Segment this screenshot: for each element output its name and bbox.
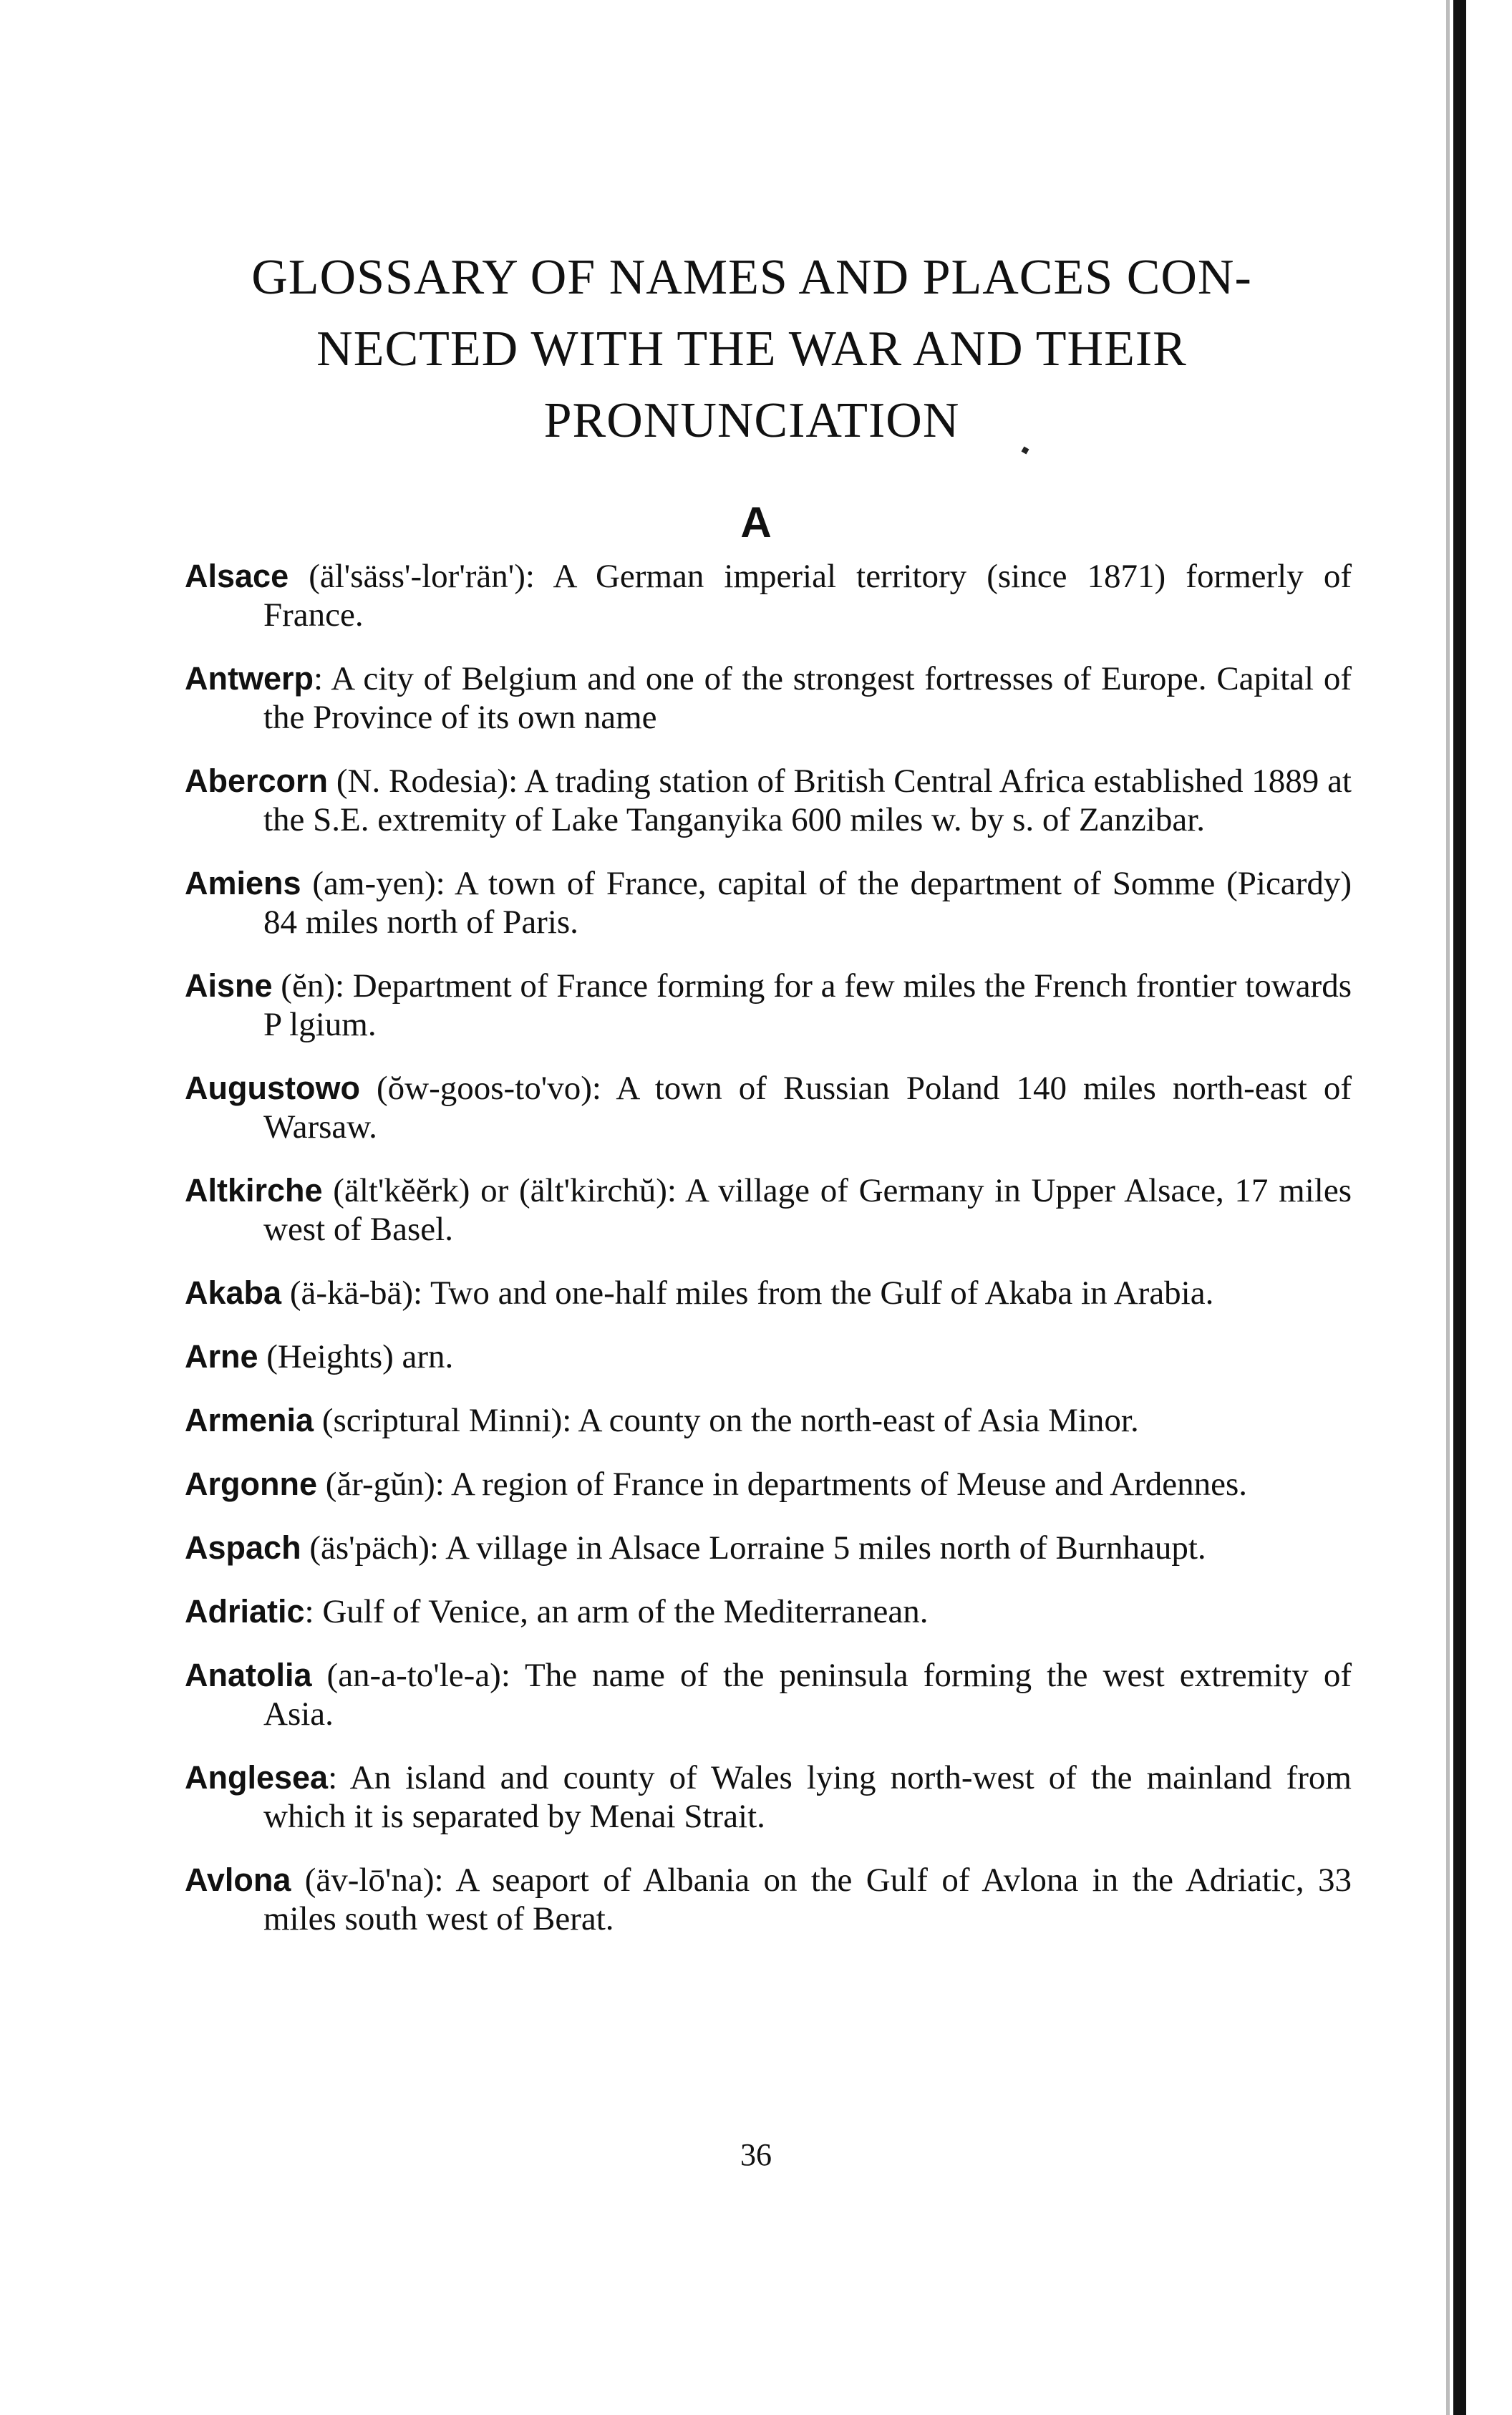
glossary-entry (185, 1337, 1352, 1376)
entry-term: Altkirche (185, 1172, 323, 1209)
entry-term: Alsace (185, 558, 289, 594)
entry-term: Antwerp (185, 660, 314, 697)
glossary-entry (185, 1656, 1352, 1733)
entry-term: Akaba (185, 1274, 282, 1311)
glossary-entry (185, 762, 1352, 839)
entry-term: Abercorn (185, 763, 329, 799)
glossary-entry (185, 1274, 1352, 1312)
entry-term: Anatolia (185, 1657, 312, 1693)
entry-text: (ŏw-goos-to'vo): A town of Russian Poland 140 miles north-east of Warsaw. (263, 1070, 1352, 1146)
entry-term: Armenia (185, 1402, 314, 1438)
entry-term: Aisne (185, 967, 273, 1004)
entry-text: (äs'päch): A village in Alsace Lorraine 5 miles north of Burnhaupt. (301, 1529, 1206, 1567)
entry-text: (äv-lō'na): A seaport of Albania on the Gulf of Avlona in the Adriatic, 33 miles south west of Berat. (263, 1862, 1352, 1937)
entry-text: : An island and county of Wales lying north-west of the mainland from which it is separated by Menai Strait. (263, 1759, 1352, 1835)
glossary-entry (185, 1171, 1352, 1249)
glossary-entry (185, 1592, 1352, 1631)
section-heading: A (740, 498, 772, 546)
entry-text: : Gulf of Venice, an arm of the Mediterranean. (304, 1593, 929, 1630)
entry-text: (N. Rodesia): A trading station of British Central Africa established 1889 at the S.E. extremity of Lake Tanganyika 600 miles w. by s. of Zanzibar. (263, 763, 1352, 838)
title-line-1: GLOSSARY OF NAMES AND PLACES CON- (251, 250, 1252, 305)
title-line-3: PRONUNCIATION (543, 393, 960, 448)
glossary-entry (185, 1401, 1352, 1440)
entry-text: (am-yen): A town of France, capital of the department of Somme (Picardy) 84 miles north of Paris. (263, 865, 1352, 941)
glossary-entry (185, 1069, 1352, 1146)
entry-text: (ĕn): Department of France forming for a few miles the French frontier towards P lgium. (263, 967, 1352, 1043)
glossary-entry (185, 967, 1352, 1044)
glossary-entry (185, 659, 1352, 737)
entry-term: Arne (185, 1338, 258, 1375)
entry-text: (ä-kä-bä): Two and one-half miles from the Gulf of Akaba in Arabia. (281, 1274, 1214, 1312)
entry-text: (Heights) arn. (258, 1338, 454, 1375)
entry-term: Avlona (185, 1862, 291, 1898)
glossary-entry (185, 1861, 1352, 1938)
entry-term: Argonne (185, 1466, 317, 1502)
glossary-entry (185, 1465, 1352, 1504)
glossary-entry (185, 1529, 1352, 1567)
scan-edge-shadow (1446, 0, 1450, 2415)
entry-text: (ăr-gŭn): A region of France in departments of Meuse and Ardennes. (317, 1466, 1248, 1503)
entry-term: Adriatic (185, 1593, 305, 1630)
entry-term: Amiens (185, 865, 301, 901)
entry-term: Aspach (185, 1529, 301, 1566)
entry-text: (an-a-to'le-a): The name of the peninsula forming the west extremity of Asia. (263, 1657, 1352, 1733)
entry-text: (äl'säss'-lor'rän'): A German imperial territory (since 1871) formerly of France. (263, 558, 1352, 634)
entry-text: (ält'kĕĕrk) or (ält'kirchŭ): A village of Germany in Upper Alsace, 17 miles west of Basel. (263, 1172, 1352, 1248)
scan-edge-border (1453, 0, 1466, 2415)
entry-text: (scriptural Minni): A county on the north-east of Asia Minor. (314, 1402, 1139, 1439)
title-line-2: NECTED WITH THE WAR AND THEIR (316, 321, 1187, 377)
entry-term: Anglesea (185, 1759, 329, 1796)
page-title (165, 242, 1339, 457)
glossary-list (185, 557, 1352, 1963)
entry-text: : A city of Belgium and one of the strongest fortresses of Europe. Capital of the Province of its own name (263, 660, 1352, 736)
glossary-entry (185, 1758, 1352, 1836)
entry-term: Augustowo (185, 1070, 360, 1106)
glossary-entry (185, 864, 1352, 942)
glossary-entry (185, 557, 1352, 634)
page-number: 36 (740, 2137, 772, 2172)
